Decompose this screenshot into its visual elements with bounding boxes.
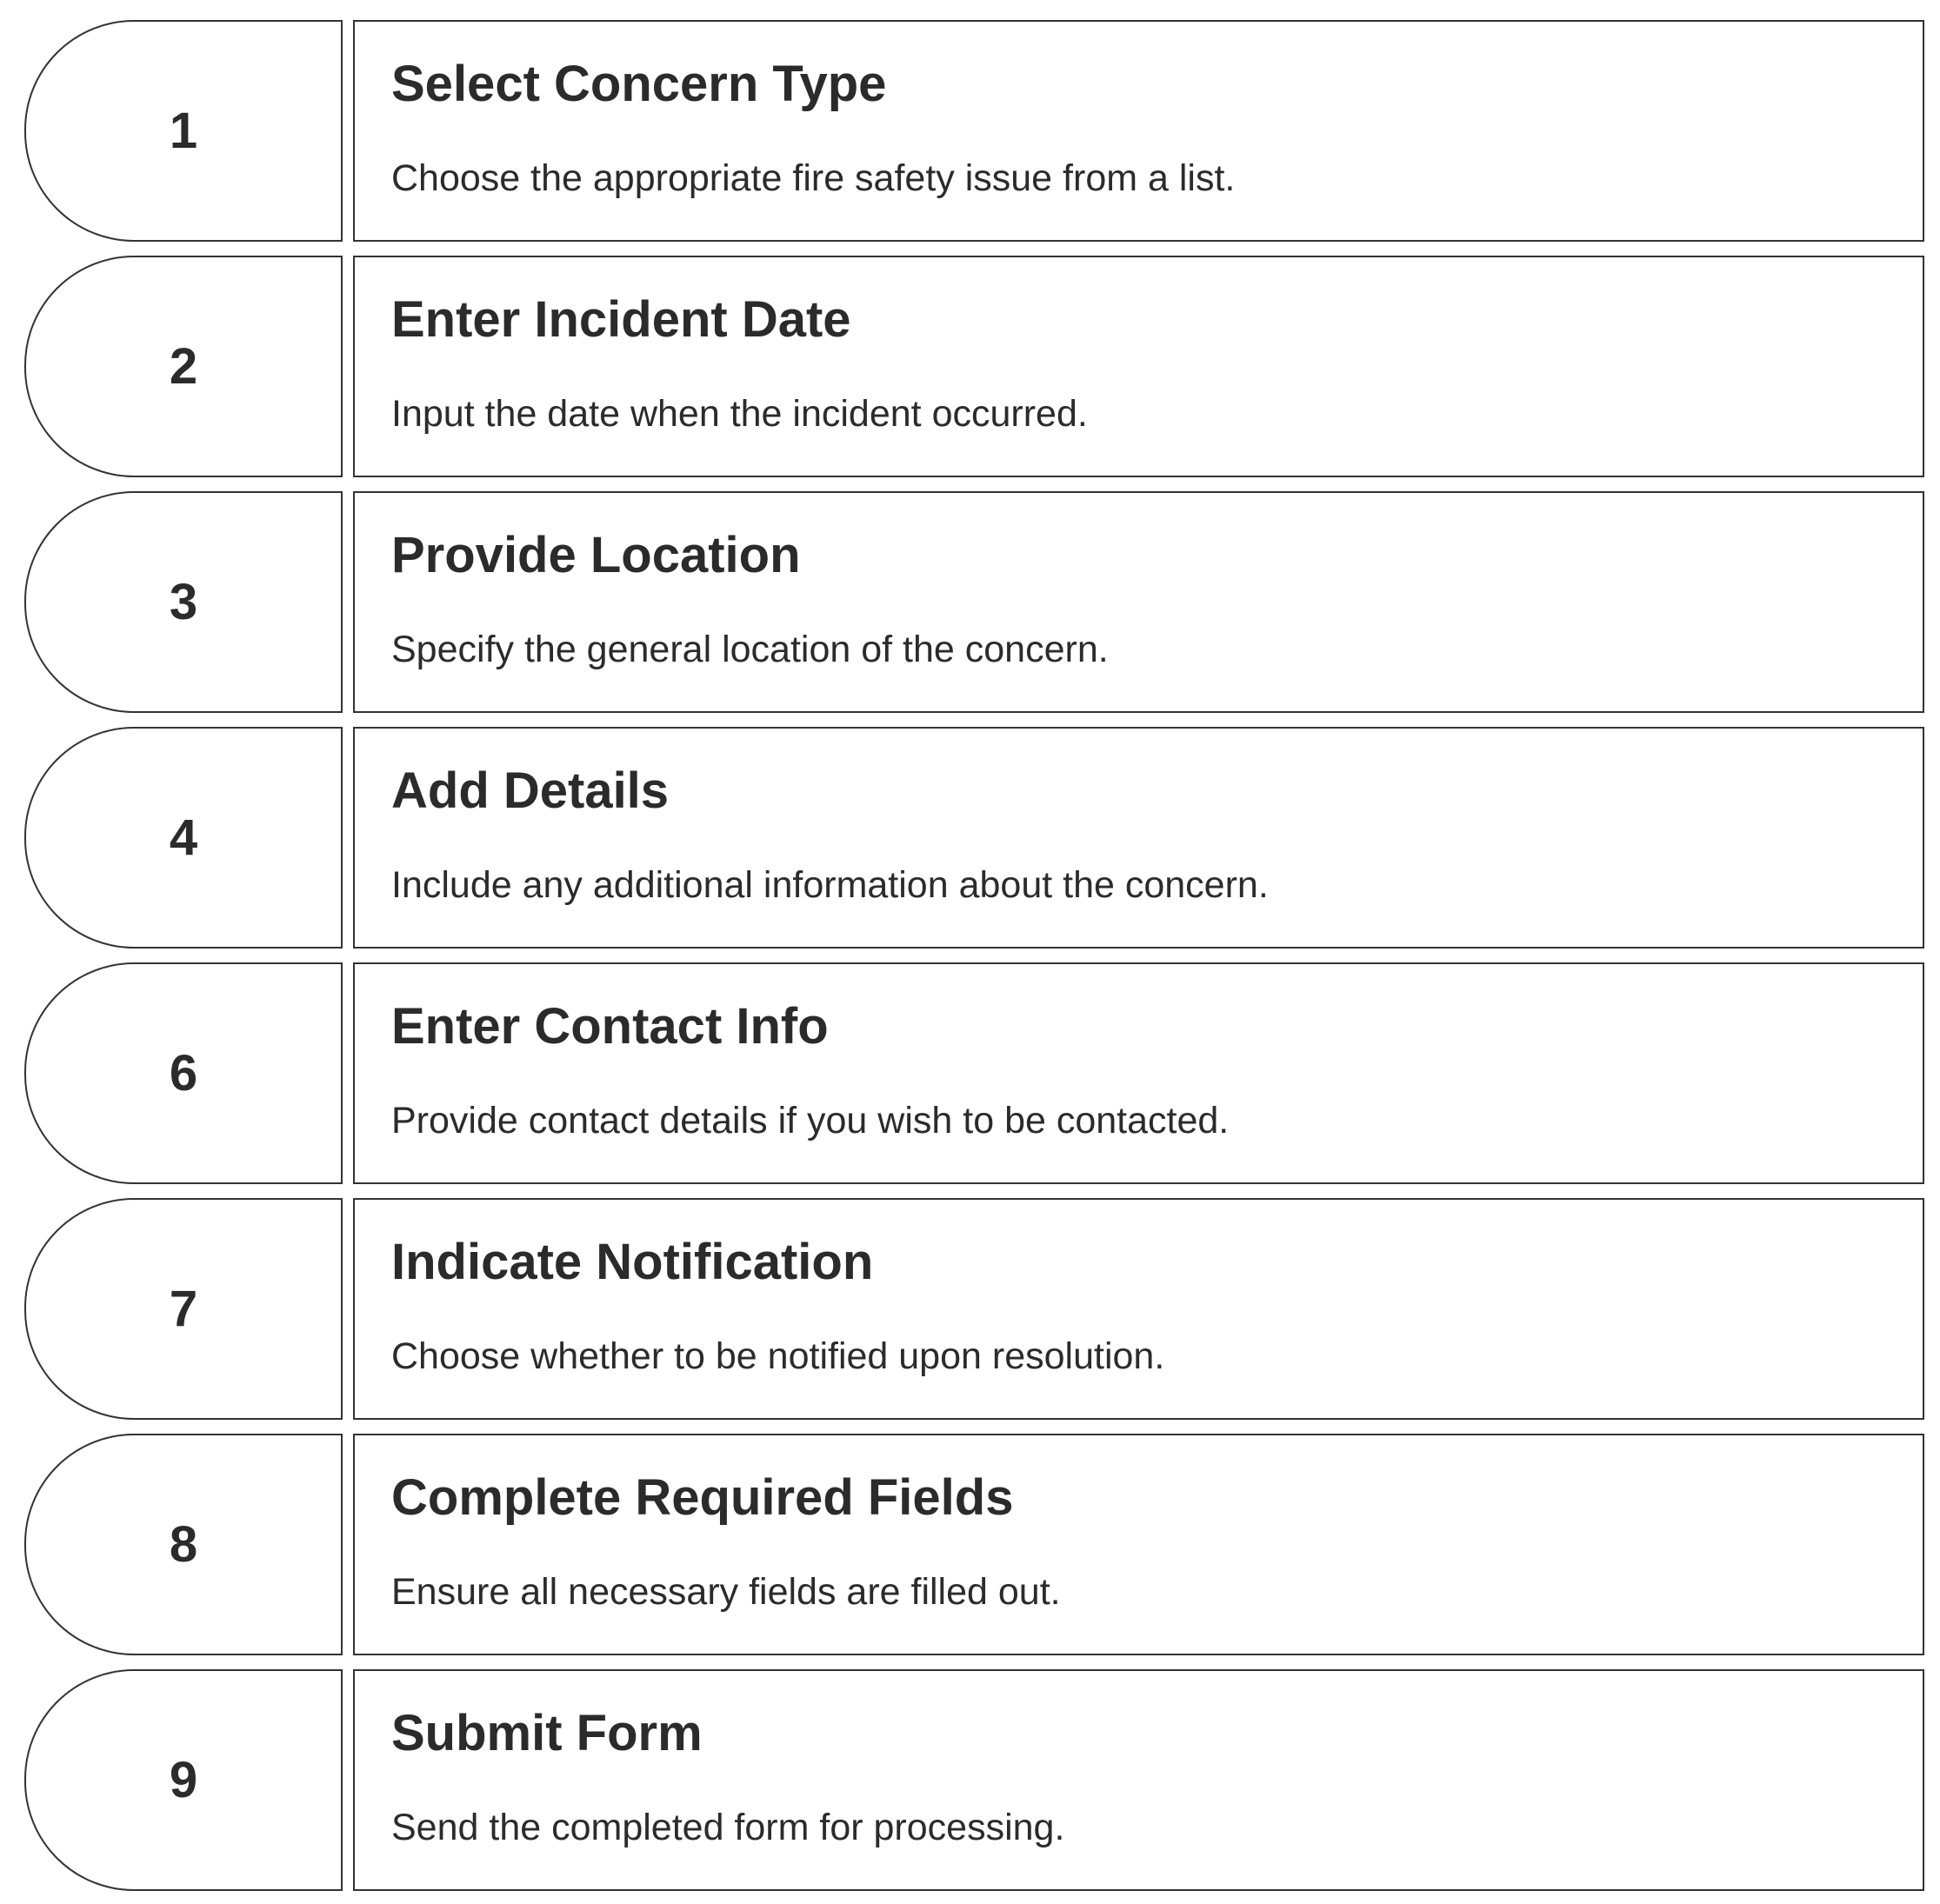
step-content-box (353, 727, 1924, 949)
step-number: 2 (169, 338, 198, 395)
step-item (24, 20, 1924, 242)
step-number: 3 (169, 574, 198, 630)
steps-list (24, 20, 1924, 1891)
step-number-badge (24, 20, 343, 242)
step-title: Select Concern Type (391, 56, 887, 112)
step-content-box (353, 962, 1924, 1184)
step-number-badge (24, 962, 343, 1184)
step-number: 4 (169, 809, 198, 866)
step-content-box (353, 1434, 1924, 1655)
step-description: Provide contact details if you wish to be contacted. (391, 1100, 1230, 1142)
step-number-badge (24, 491, 343, 713)
step-number-badge (24, 256, 343, 477)
step-title: Complete Required Fields (391, 1469, 1014, 1526)
step-description: Send the completed form for processing. (391, 1807, 1065, 1848)
step-number: 7 (169, 1281, 198, 1337)
step-description: Ensure all necessary fields are filled out. (391, 1571, 1061, 1613)
step-title: Provide Location (391, 527, 801, 583)
step-number: 1 (169, 103, 198, 159)
step-description: Choose whether to be notified upon resolution. (391, 1335, 1165, 1377)
step-item (24, 1669, 1924, 1891)
step-title: Submit Form (391, 1705, 703, 1761)
step-number-badge (24, 1669, 343, 1891)
step-content-box (353, 20, 1924, 242)
step-title: Enter Contact Info (391, 998, 829, 1055)
step-item (24, 1434, 1924, 1655)
step-title: Indicate Notification (391, 1234, 874, 1290)
step-number-badge (24, 1434, 343, 1655)
step-item (24, 491, 1924, 713)
step-number-badge (24, 1198, 343, 1420)
step-content-box (353, 491, 1924, 713)
step-title: Enter Incident Date (391, 291, 851, 348)
step-content-box (353, 1198, 1924, 1420)
step-description: Specify the general location of the concern. (391, 629, 1109, 670)
step-content-box (353, 256, 1924, 477)
step-number: 6 (169, 1045, 198, 1102)
step-number-badge (24, 727, 343, 949)
step-description: Include any additional information about the concern. (391, 864, 1269, 906)
step-number: 8 (169, 1516, 198, 1573)
step-title: Add Details (391, 762, 670, 819)
step-description: Input the date when the incident occurred. (391, 393, 1088, 435)
step-item (24, 962, 1924, 1184)
step-number: 9 (169, 1752, 198, 1808)
step-description: Choose the appropriate fire safety issue from a list. (391, 157, 1236, 199)
step-item (24, 1198, 1924, 1420)
step-item (24, 256, 1924, 477)
step-content-box (353, 1669, 1924, 1891)
step-item (24, 727, 1924, 949)
